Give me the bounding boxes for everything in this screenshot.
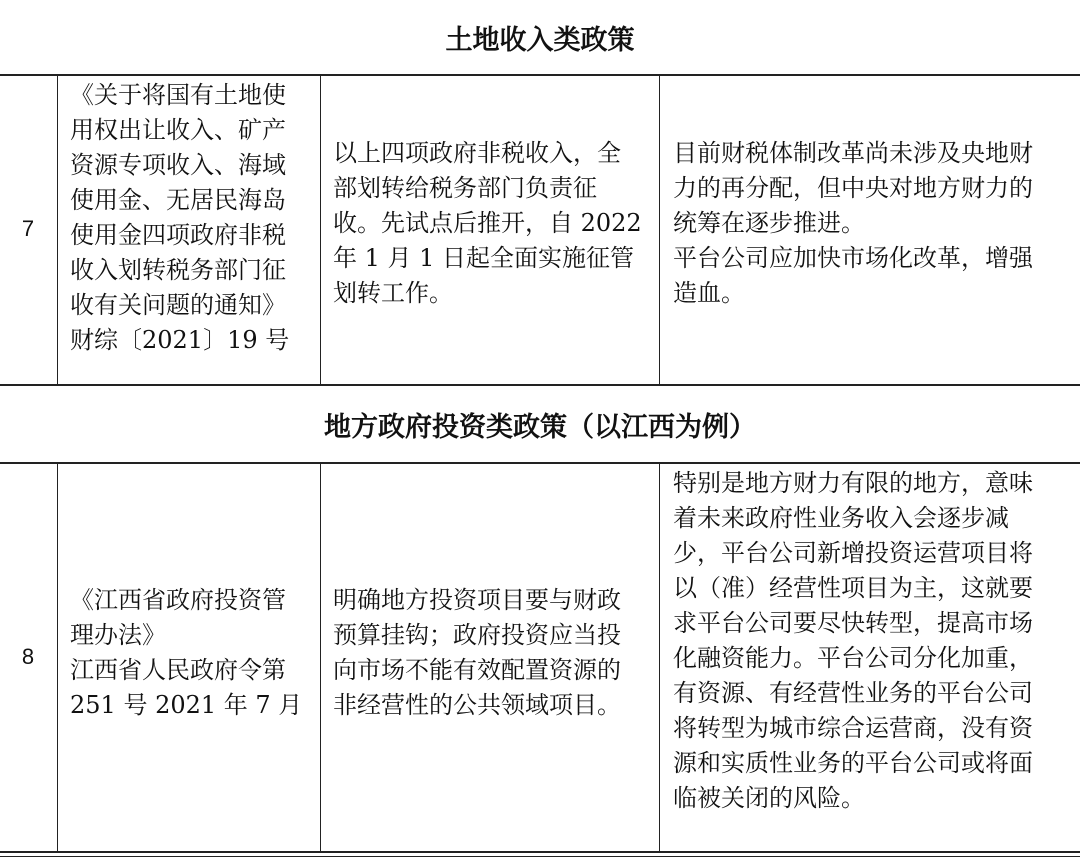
policy-line: 理办法》 (70, 621, 166, 649)
divider (659, 464, 660, 851)
impact-line: 着未来政府性业务收入会逐步减 (673, 504, 1009, 532)
impact-line: 化融资能力。平台公司分化加重， (673, 644, 1033, 672)
policy-line: 《江西省政府投资管 (70, 586, 286, 614)
content-line: 非经营性的公共领域项目。 (333, 691, 621, 719)
policy-line: 《关于将国有土地使 (70, 81, 286, 109)
divider (0, 74, 1080, 76)
section-header-investment (0, 386, 1080, 462)
content-line: 年 1 月 1 日起全面实施征管 (333, 244, 635, 272)
content-line: 划转工作。 (333, 279, 453, 307)
divider (57, 464, 58, 851)
section-title: 地方政府投资类政策（以江西为例） (324, 411, 756, 443)
content-line: 以上四项政府非税收入，全 (333, 139, 621, 167)
row-number: 7 (21, 216, 35, 241)
impact-line: 统筹在逐步推进。 (673, 209, 865, 237)
content-line: 明确地方投资项目要与财政 (333, 586, 621, 614)
policy-line: 收入划转税务部门征 (70, 256, 286, 284)
policy-name-cell (70, 583, 316, 723)
policy-line: 使用金四项政府非税 (70, 221, 286, 249)
content-line: 收。先试点后推开，自 2022 (333, 209, 642, 237)
divider (57, 76, 58, 384)
policy-line: 用权出让收入、矿产 (70, 116, 286, 144)
impact-line: 目前财税体制改革尚未涉及央地财 (673, 139, 1033, 167)
table-bottom-border (0, 851, 1080, 853)
policy-impact-cell (673, 466, 1077, 816)
content-line: 预算挂钩；政府投资应当投 (333, 621, 621, 649)
impact-line: 少，平台公司新增投资运营项目将 (673, 539, 1033, 567)
content-line: 向市场不能有效配置资源的 (333, 656, 621, 684)
impact-line: 以（准）经营性项目为主，这就要 (673, 574, 1033, 602)
policy-line: 资源专项收入、海域 (70, 151, 286, 179)
row-number: 8 (21, 644, 35, 669)
policy-line: 251 号 2021 年 7 月 (70, 691, 303, 719)
section-header-land (0, 0, 1080, 74)
policy-content-cell (333, 583, 655, 723)
policy-line: 财综〔2021〕19 号 (70, 326, 290, 354)
policy-name-cell (70, 78, 316, 358)
impact-line: 特别是地方财力有限的地方，意味 (673, 469, 1033, 497)
impact-line: 有资源、有经营性业务的平台公司 (673, 679, 1033, 707)
table-bottom-border (0, 856, 1080, 857)
impact-line: 造血。 (673, 279, 745, 307)
divider (0, 462, 1080, 464)
policy-line: 江西省人民政府令第 (70, 656, 286, 684)
impact-line: 临被关闭的风险。 (673, 784, 865, 812)
impact-line: 力的再分配，但中央对地方财力的 (673, 174, 1033, 202)
divider (320, 76, 321, 384)
divider (659, 76, 660, 384)
impact-line: 平台公司应加快市场化改革，增强 (673, 244, 1033, 272)
section-title: 土地收入类政策 (445, 24, 635, 56)
policy-impact-cell (673, 136, 1077, 311)
policy-content-cell (333, 136, 655, 311)
policy-line: 收有关问题的通知》 (70, 291, 286, 319)
impact-line: 求平台公司要尽快转型，提高市场 (673, 609, 1033, 637)
divider (320, 464, 321, 851)
impact-line: 源和实质性业务的平台公司或将面 (673, 749, 1033, 777)
impact-line: 将转型为城市综合运营商，没有资 (673, 714, 1033, 742)
content-line: 部划转给税务部门负责征 (333, 174, 597, 202)
policy-line: 使用金、无居民海岛 (70, 186, 286, 214)
